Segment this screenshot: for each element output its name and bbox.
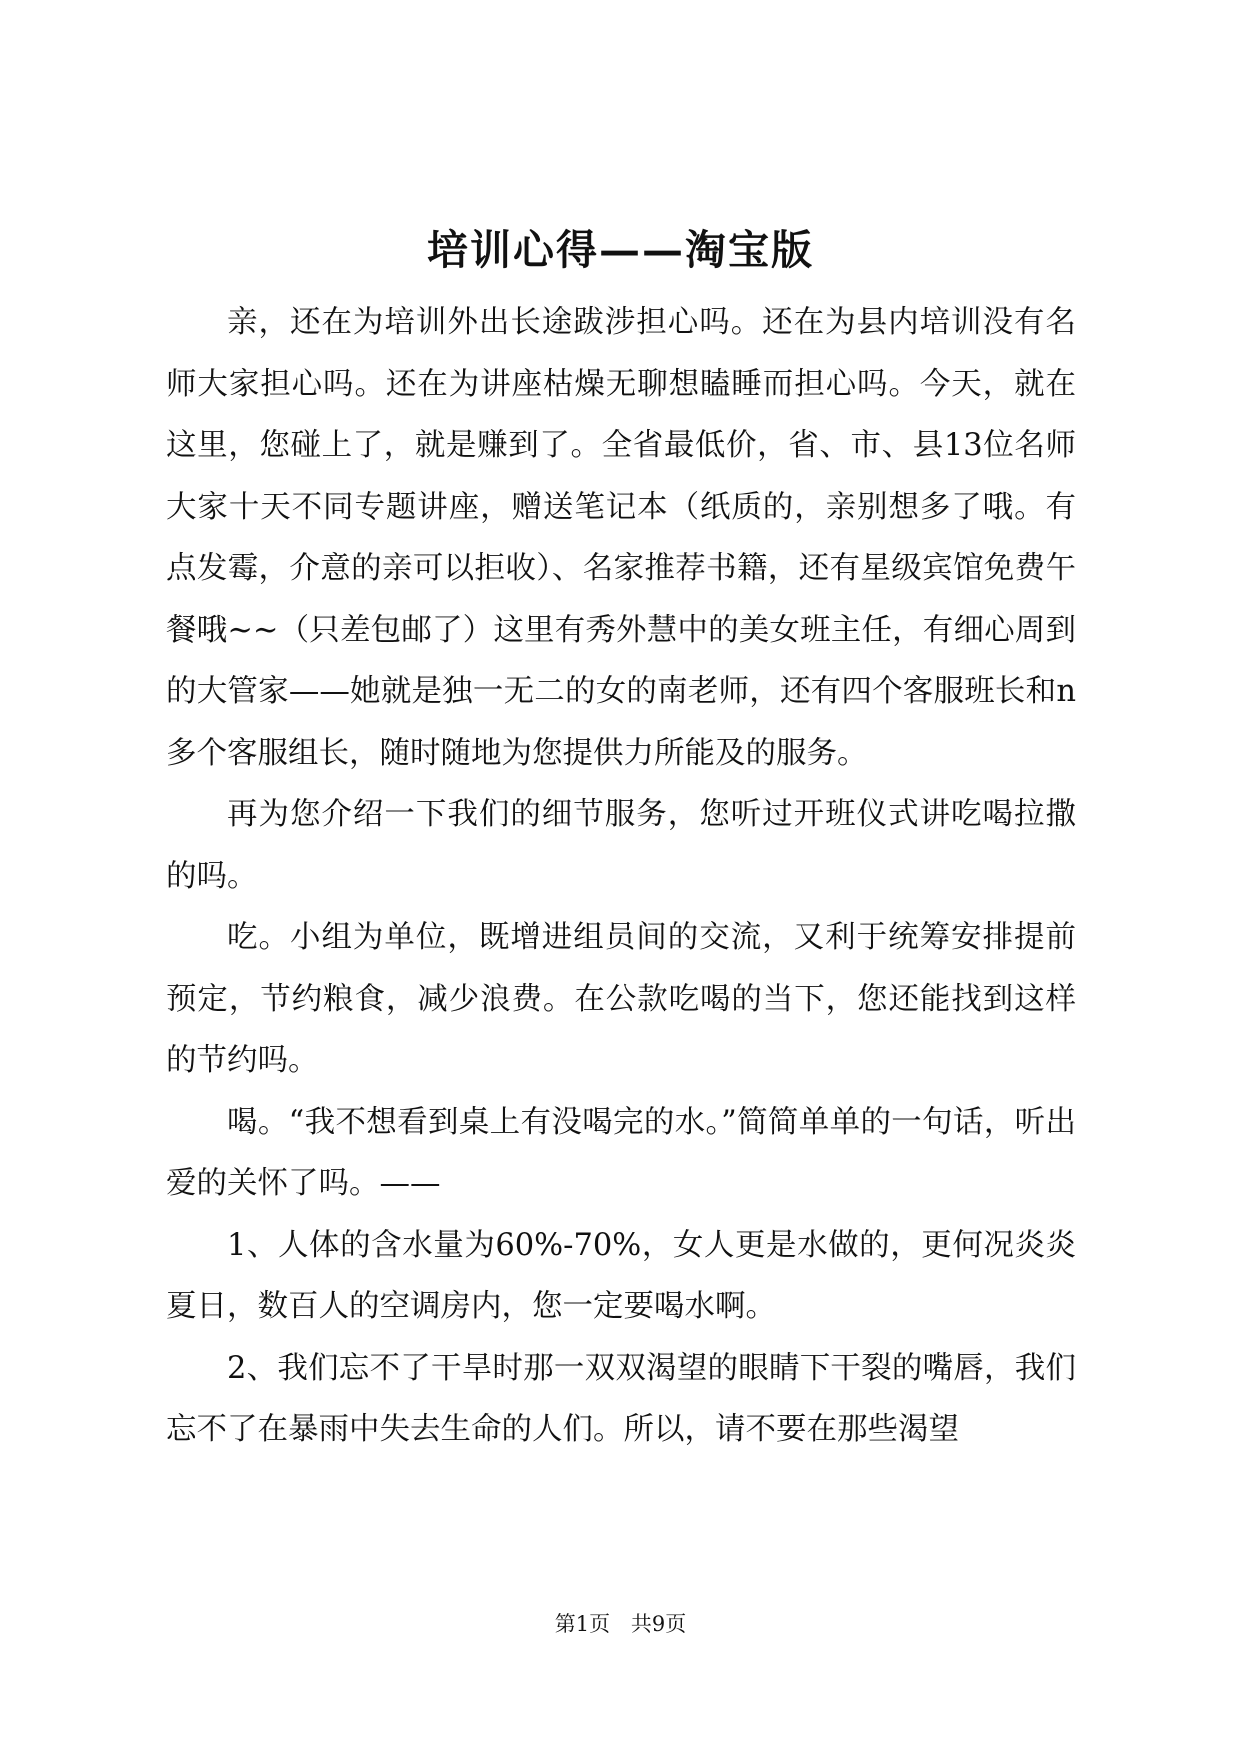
page-footer — [0, 1610, 1241, 1638]
page-total: 共9页 — [630, 1612, 687, 1636]
paragraph-eat: 吃。小组为单位，既增进组员间的交流，又利于统筹安排提前预定，节约粮食，减少浪费。在公款吃喝的当下，您还能找到这样的节约吗。 — [166, 920, 1076, 1078]
paragraph-point-2: 2、我们忘不了干旱时那一双双渴望的眼睛下干裂的嘴唇，我们忘不了在暴雨中失去生命的人们。所以，请不要在那些渴望 — [166, 1350, 1076, 1447]
paragraph-intro: 亲，还在为培训外出长途跋涉担心吗。还在为县内培训没有名师大家担心吗。还在为讲座枯燥无聊想瞌睡而担心吗。今天，就在这里，您碰上了，就是赚到了。全省最低价，省、市、县13位名师大家十天不同专题讲座，赠送笔记本（纸质的，亲别想多了哦。有点发霉，介意的亲可以拒收）、名家推荐书籍，还有星级宾馆免费午餐哦~~（只差包邮了）这里有秀外慧中的美女班主任，有细心周到的大管家——她就是独一无二的女的南老师，还有四个客服班长和n多个客服组长，随时随地为您提供力所能及的服务。 — [166, 305, 1076, 771]
paragraph-service-intro: 再为您介绍一下我们的细节服务，您听过开班仪式讲吃喝拉撒的吗。 — [166, 797, 1076, 894]
paragraph-point-1: 1、人体的含水量为60%-70%，女人更是水做的，更何况炎炎夏日，数百人的空调房内，您一定要喝水啊。 — [166, 1227, 1076, 1324]
page-number: 第1页 — [554, 1612, 611, 1636]
paragraph-drink: 喝。“我不想看到桌上有没喝完的水。”简简单单的一句话，听出爱的关怀了吗。—— — [166, 1104, 1076, 1201]
document-body — [166, 292, 1076, 1461]
document-title: 培训心得——淘宝版 — [427, 226, 814, 274]
